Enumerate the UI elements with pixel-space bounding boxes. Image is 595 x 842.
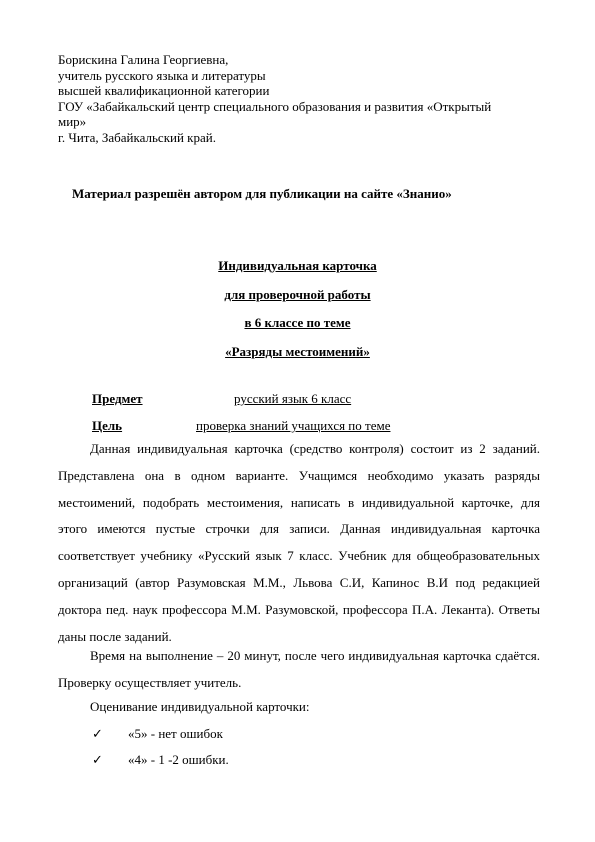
description-paragraph bbox=[58, 436, 540, 650]
grading-intro-paragraph bbox=[58, 694, 540, 721]
author-organization-line1: ГОУ «Забайкальский центр специального образования и развития «Открытый bbox=[58, 98, 492, 114]
author-name: Борискина Галина Георгиевна, bbox=[58, 52, 229, 67]
checkmark-icon: ✓ bbox=[92, 752, 103, 767]
card-title-line1: Индивидуальная карточка bbox=[218, 258, 377, 273]
goal-value: проверка знаний учащихся по теме bbox=[196, 418, 391, 433]
description-text: Данная индивидуальная карточка (средство контроля) состоит из 2 заданий. Представлена она в одном варианте. Учащимся необходимо указать разряды местоимений, подобрать местоимения, написать в индивидуальной карточке, для этого имеются пустые строчки для записи. Данная индивидуальная карточка соответствует учебнику «Русский язык 7 класс. Учебник для общеобразовательных организаций (автор Разумовская М.М., Львова С.И, Капинос В.И под редакцией доктора пед. наук профессора М.М. Разумовской, профессора П.А. Леканта). Ответы даны после заданий. bbox=[58, 441, 540, 644]
author-category: высшей квалификационной категории bbox=[58, 83, 270, 98]
grading-intro-text: Оценивание индивидуальной карточки: bbox=[90, 699, 310, 714]
author-organization-line2: мир» bbox=[58, 114, 87, 129]
time-paragraph bbox=[58, 643, 540, 697]
subject-value: русский язык 6 класс bbox=[234, 391, 352, 406]
checkmark-icon: ✓ bbox=[92, 726, 103, 741]
author-block bbox=[58, 52, 538, 145]
grading-item-text: «4» - 1 -2 ошибки. bbox=[128, 752, 229, 767]
grading-item-text: «5» - нет ошибок bbox=[128, 726, 223, 741]
card-title-line4: «Разряды местоимений» bbox=[225, 344, 370, 359]
author-position: учитель русского языка и литературы bbox=[58, 67, 266, 83]
author-city: г. Чита, Забайкальский край. bbox=[58, 129, 216, 145]
goal-label: Цель bbox=[92, 418, 123, 433]
card-title-line2: для проверочной работы bbox=[224, 287, 371, 302]
time-text: Время на выполнение – 20 минут, после чего индивидуальная карточка сдаётся. Проверку осуществляет учитель. bbox=[58, 648, 540, 690]
publication-permission: Материал разрешён автором для публикации на сайте «Знанио» bbox=[72, 186, 452, 201]
card-title-line3: в 6 классе по теме bbox=[244, 315, 351, 330]
subject-label: Предмет bbox=[92, 391, 143, 406]
